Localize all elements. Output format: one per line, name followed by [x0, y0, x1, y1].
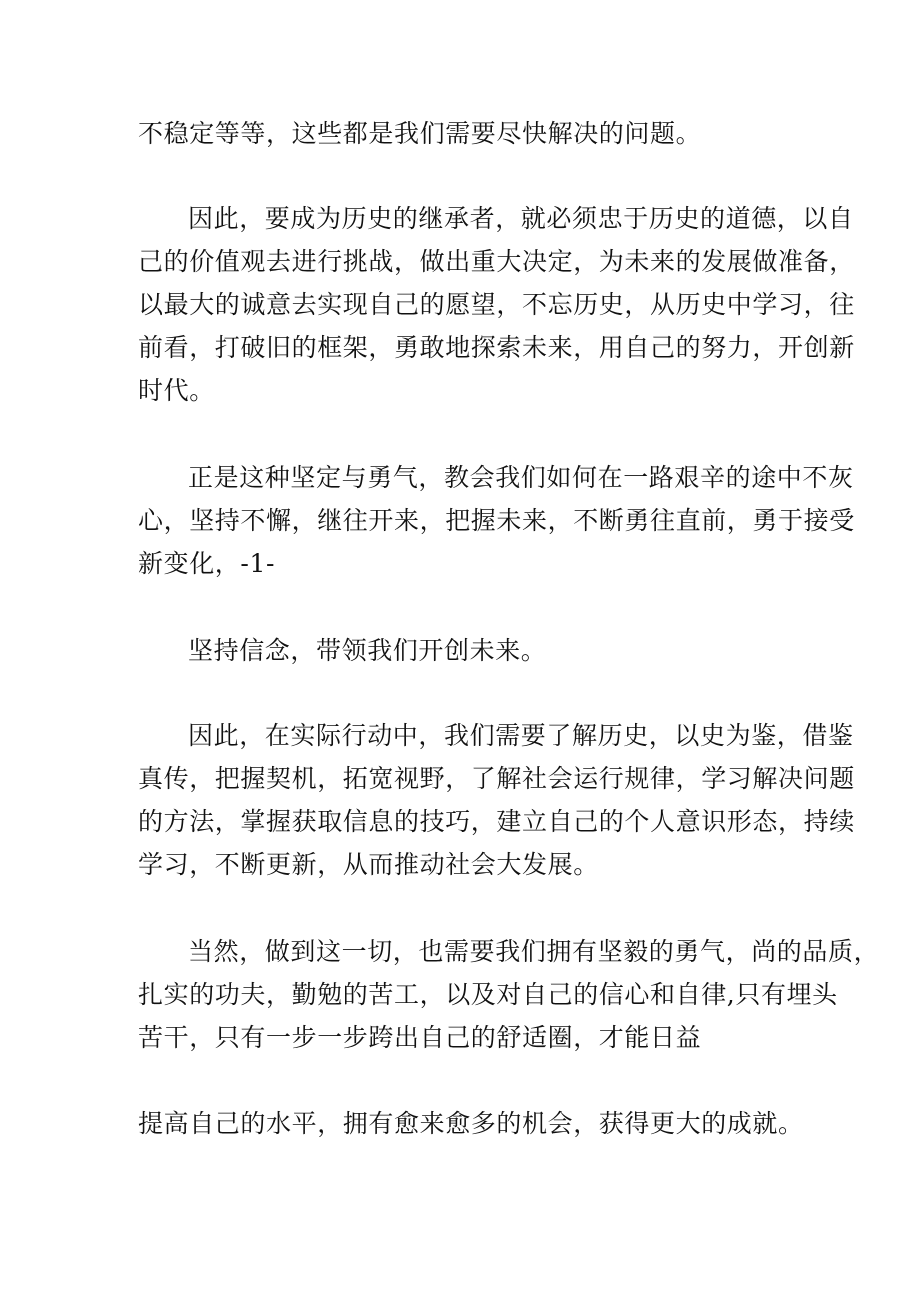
paragraph-4-line-1: 坚持信念，带领我们开创未来。	[188, 636, 547, 665]
paragraph-5-line-3: 的方法，掌握获取信息的技巧，建立自己的个人意识形态，持续	[138, 807, 855, 836]
paragraph-3-line-2: 心，坚持不懈，继往开来，把握未来，不断勇往直前，勇于接受	[138, 506, 855, 535]
paragraph-5-line-2: 真传，把握契机，拓宽视野，了解社会运行规律，学习解决问题	[138, 764, 855, 793]
paragraph-2-line-1: 因此，要成为历史的继承者，就必须忠于历史的道德，以自	[188, 204, 854, 233]
paragraph-5-line-1: 因此，在实际行动中，我们需要了解历史，以史为鉴，借鉴	[188, 721, 854, 750]
paragraph-3-line-1: 正是这种坚定与勇气，教会我们如何在一路艰辛的途中不灰	[188, 463, 854, 492]
paragraph-2-line-5: 时代。	[138, 376, 215, 405]
paragraph-2-line-4: 前看，打破旧的框架，勇敢地探索未来，用自己的努力，开创新	[138, 333, 855, 362]
paragraph-7-line-1: 提高自己的水平，拥有愈来愈多的机会，获得更大的成就。	[138, 1109, 804, 1138]
paragraph-6-line-2: 扎实的功夫，勤勉的苦工，以及对自己的信心和自律,只有埋头	[138, 980, 838, 1009]
paragraph-6-line-3: 苦干，只有一步一步跨出自己的舒适圈，才能日益	[138, 1023, 702, 1052]
paragraph-1-line-1: 不稳定等等，这些都是我们需要尽快解决的问题。	[138, 119, 702, 148]
paragraph-6-line-1: 当然，做到这一切，也需要我们拥有坚毅的勇气，尚的品质，	[188, 937, 880, 966]
paragraph-2-line-3: 以最大的诚意去实现自己的愿望，不忘历史，从历史中学习，往	[138, 290, 855, 319]
paragraph-3-line-3: 新变化，-1-	[138, 549, 276, 578]
paragraph-5-line-4: 学习，不断更新，从而推动社会大发展。	[138, 850, 599, 879]
paragraph-2-line-2: 己的价值观去进行挑战，做出重大决定，为未来的发展做准备，	[138, 247, 855, 276]
